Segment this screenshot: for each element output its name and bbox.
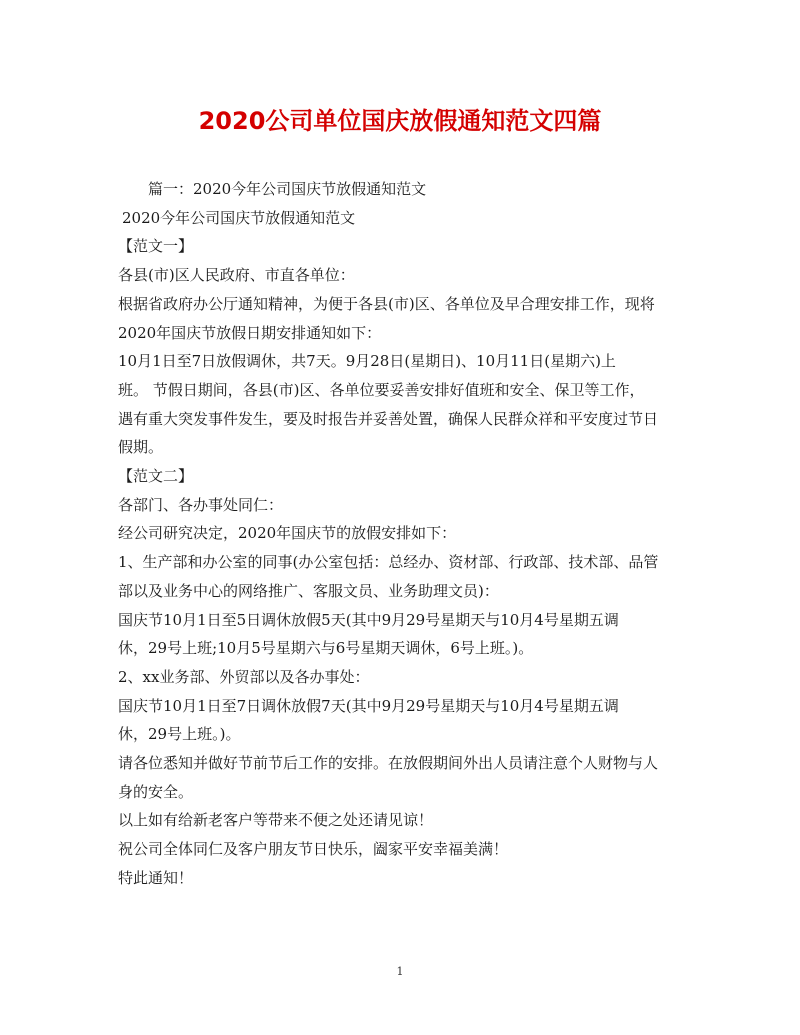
text-line: 国庆节10月1日至5日调休放假5天(其中9月29号星期天与10月4号星期五调 bbox=[118, 610, 619, 629]
text-line: 2020今年公司国庆节放假通知范文 bbox=[122, 208, 356, 227]
text-line: 假期。 bbox=[118, 438, 164, 457]
text-line: 1、生产部和办公室的同事(办公室包括：总经办、资材部、行政部、技术部、品管 bbox=[118, 553, 659, 572]
document-title: 2020公司单位国庆放假通知范文四篇 bbox=[198, 107, 602, 135]
text-line: 休，29号上班。)。 bbox=[118, 725, 241, 744]
text-line: 各县(市)区人民政府、市直各单位： bbox=[118, 266, 355, 285]
text-line: 各部门、各办事处同仁： bbox=[118, 495, 284, 514]
text-line: 2020年国庆节放假日期安排通知如下： bbox=[118, 323, 382, 342]
section-heading: 【范文一】 bbox=[118, 237, 194, 256]
text-line: 2、xx业务部、外贸部以及各办事处： bbox=[118, 667, 370, 686]
text-line: 篇一：2020今年公司国庆节放假通知范文 bbox=[148, 180, 427, 198]
section-heading: 【范文二】 bbox=[118, 467, 194, 486]
text-line: 身的安全。 bbox=[118, 782, 194, 801]
text-line: 10月1日至7日放假调休，共7天。9月28日(星期日)、10月11日(星期六)上 bbox=[118, 352, 616, 371]
text-line: 班。 节假日期间，各县(市)区、各单位要妥善安排好值班和安全、保卫等工作， bbox=[118, 380, 645, 399]
text-line: 休，29号上班;10月5号星期六与6号星期天调休，6号上班。)。 bbox=[118, 639, 534, 658]
page-number: 1 bbox=[396, 965, 404, 978]
text-line: 祝公司全体同仁及客户朋友节日快乐，阖家平安幸福美满！ bbox=[118, 840, 509, 859]
text-line: 遇有重大突发事件发生，要及时报告并妥善处置，确保人民群众祥和平安度过节日 bbox=[118, 409, 659, 428]
text-line: 经公司研究决定，2020年国庆节的放假安排如下： bbox=[118, 524, 457, 543]
text-line: 部以及业务中心的网络推广、客服文员、业务助理文员)： bbox=[118, 581, 499, 600]
text-line: 以上如有给新老客户等带来不便之处还请见谅！ bbox=[118, 811, 434, 830]
text-line: 国庆节10月1日至7日调休放假7天(其中9月29号星期天与10月4号星期五调 bbox=[118, 696, 619, 715]
text-line: 根据省政府办公厅通知精神，为便于各县(市)区、各单位及早合理安排工作，现将 bbox=[118, 294, 655, 313]
text-line: 请各位悉知并做好节前节后工作的安排。在放假期间外出人员请注意个人财物与人 bbox=[118, 754, 659, 773]
text-line: 特此通知！ bbox=[118, 868, 194, 887]
document-body bbox=[118, 175, 688, 893]
